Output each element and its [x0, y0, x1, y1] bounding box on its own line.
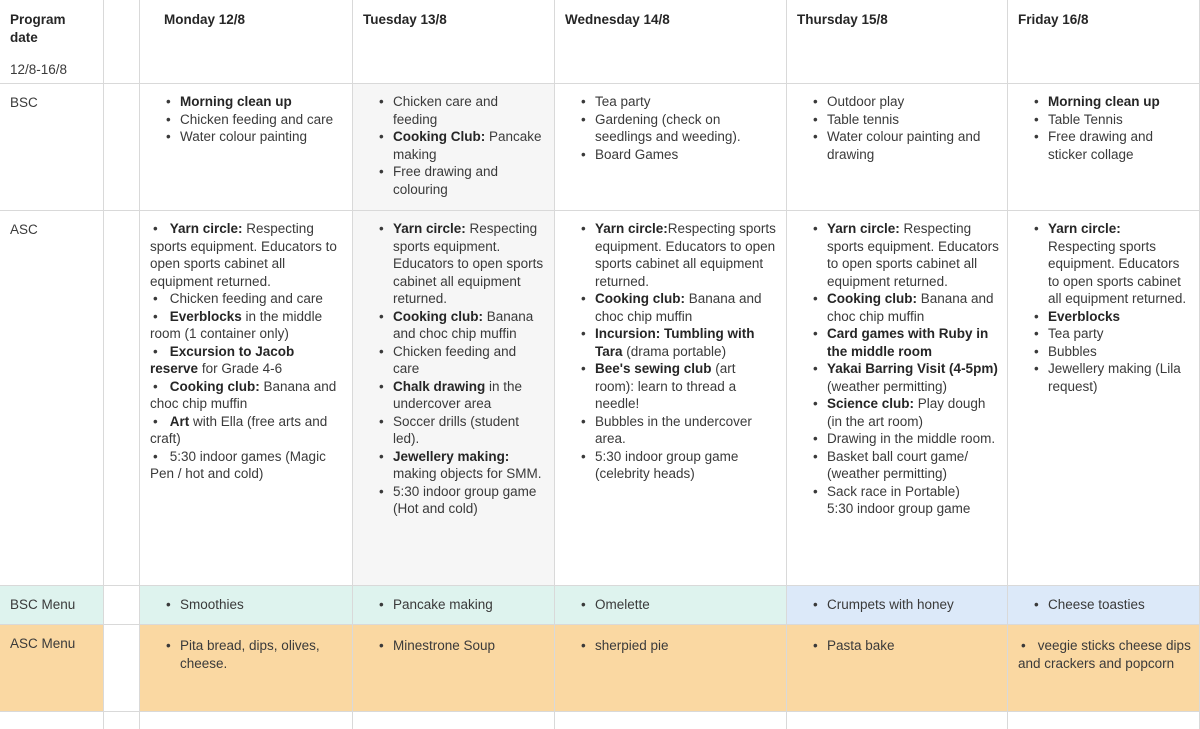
list-item	[363, 637, 546, 655]
header-cell-friday[interactable]	[1008, 0, 1200, 84]
row-label-bsc[interactable]	[0, 84, 104, 211]
list-item	[565, 290, 778, 325]
activity-text: Pasta bake	[827, 638, 895, 653]
list-item	[797, 220, 999, 290]
cell-asc-menu-friday[interactable]	[1008, 625, 1200, 712]
activity-text: Minestrone Soup	[393, 638, 496, 653]
list-item	[363, 308, 546, 343]
cell-asc-thursday[interactable]	[787, 211, 1008, 586]
activity-text: Outdoor play	[827, 94, 905, 109]
gap-cell-asc[interactable]	[104, 211, 140, 586]
header-gap-cell[interactable]	[104, 0, 140, 84]
list-item	[797, 395, 999, 430]
activity-text: Chicken feeding and care	[393, 343, 517, 376]
list-item	[565, 413, 778, 448]
list-item	[363, 220, 546, 308]
activity-text: Cheese toasties	[1048, 597, 1145, 612]
activity-text: Basket ball court game/ (weather permitting)	[827, 448, 969, 481]
list-item	[565, 325, 778, 360]
day-header-label: Thursday 15/8	[797, 12, 888, 27]
activity-text-bold: Cooking club:	[169, 378, 260, 394]
list-item	[797, 637, 999, 655]
list-item	[1018, 343, 1191, 361]
list-item	[1018, 220, 1191, 308]
list-item	[1018, 93, 1191, 111]
cell-bsc-menu-wednesday[interactable]	[555, 586, 787, 625]
row-label-bsc-menu[interactable]	[0, 586, 104, 625]
activity-text: Table tennis	[827, 111, 900, 127]
filler-cell	[353, 712, 555, 729]
day-header-label: Friday 16/8	[1018, 12, 1089, 27]
bullet-icon: •	[1021, 638, 1026, 653]
list-item	[1018, 308, 1191, 326]
list-item	[363, 413, 546, 448]
activity-text: veegie sticks cheese dips and crackers and popcorn	[1018, 638, 1191, 671]
list-item	[797, 325, 999, 360]
cell-asc-wednesday[interactable]	[555, 211, 787, 586]
list-item	[797, 111, 999, 129]
activity-text: Respecting sports equipment. Educators to open sports cabinet all equipment returned.	[1048, 238, 1187, 306]
list-item	[363, 596, 546, 614]
header-cell-wednesday[interactable]	[555, 0, 787, 84]
header-cell-thursday[interactable]	[787, 0, 1008, 84]
list-item	[1018, 128, 1191, 163]
list-item	[565, 637, 778, 655]
cell-asc-menu-thursday[interactable]	[787, 625, 1008, 712]
activity-text: Respecting sports equipment. Educators to open sports cabinet all equipment returned.	[393, 221, 544, 306]
list-item	[797, 93, 999, 111]
list-item	[797, 430, 999, 448]
list-item	[150, 448, 344, 483]
activity-text: Tea party	[595, 94, 651, 109]
row-label-text: ASC	[10, 222, 38, 237]
program-date-range: 12/8-16/8	[10, 62, 68, 77]
cell-asc-menu-wednesday[interactable]	[555, 625, 787, 712]
list-item	[150, 413, 344, 448]
list-item	[565, 146, 778, 164]
activity-text-bold: Incursion: Tumbling with Tara	[595, 326, 755, 359]
activity-text-bold: Cooking club:	[595, 291, 685, 306]
activity-text: Jewellery making (Lila request)	[1048, 361, 1181, 394]
activity-text: Chicken care and feeding	[393, 94, 499, 127]
cell-bsc-menu-friday[interactable]	[1008, 586, 1200, 625]
activity-text: Banana and choc chip muffin	[150, 378, 337, 411]
activity-text-bold: Morning clean up	[180, 94, 292, 109]
activity-text: in the middle room (1 container only)	[150, 308, 323, 341]
list-item	[1018, 596, 1191, 614]
activity-text-bold: Cooking club:	[393, 308, 483, 324]
activity-text: Respecting sports equipment. Educators to open sports cabinet all equipment returned.	[595, 221, 776, 289]
activity-text: in the undercover area	[393, 378, 523, 411]
list-item	[1018, 111, 1191, 129]
cell-bsc-menu-thursday[interactable]	[787, 586, 1008, 625]
list-item	[150, 111, 344, 129]
activity-text: (weather permitting)	[827, 378, 948, 394]
list-item	[363, 483, 546, 518]
list-item	[150, 290, 344, 308]
activity-text: Water colour painting and drawing	[827, 129, 981, 162]
activity-text: Smoothies	[180, 597, 244, 612]
activity-text: Table Tennis	[1048, 111, 1123, 127]
bullet-icon: •	[153, 378, 158, 394]
row-label-text: BSC Menu	[10, 597, 76, 612]
gap-cell-asc-menu[interactable]	[104, 625, 140, 712]
bullet-icon: •	[153, 308, 158, 324]
activity-text: 5:30 indoor group game (Hot and cold)	[393, 483, 537, 516]
activity-text: Respecting sports equipment. Educators to open sports cabinet all equipment returned.	[150, 221, 337, 289]
row-label-asc[interactable]	[0, 211, 104, 586]
activity-text: Gardening (check on seedlings and weeding).	[595, 111, 741, 144]
filler-cell	[1008, 712, 1200, 729]
activity-text: 5:30 indoor group game (celebrity heads)	[595, 448, 739, 481]
activity-text: 5:30 indoor games (Magic Pen / hot and cold)	[150, 448, 326, 481]
list-item	[363, 163, 546, 198]
list-item	[150, 308, 344, 343]
list-item	[363, 378, 546, 413]
activity-text: Chicken feeding and care	[180, 111, 334, 127]
list-item	[565, 93, 778, 111]
activity-text-bold: Art	[169, 413, 190, 429]
list-item	[797, 483, 999, 518]
filler-cell	[140, 712, 353, 729]
activity-text: Omelette	[595, 597, 650, 612]
activity-text-bold: Science club:	[827, 396, 915, 411]
activity-text: (art room): learn to thread a needle!	[595, 361, 737, 411]
activity-text-bold: Yarn circle:	[1048, 221, 1121, 236]
gap-cell-bsc[interactable]	[104, 84, 140, 211]
list-item	[150, 343, 344, 378]
activity-text: Banana and choc chip muffin	[393, 308, 534, 341]
program-date-title: Program date	[10, 12, 66, 45]
activity-text: 5:30 indoor group game	[827, 501, 971, 516]
day-header-label: Wednesday 14/8	[565, 12, 670, 27]
activity-text-bold: Yakai Barring Visit (4-5pm)	[827, 361, 998, 376]
activity-text: Water colour painting	[180, 129, 308, 144]
activity-text: Respecting sports equipment. Educators to open sports cabinet all equipment returned.	[827, 221, 999, 289]
cell-bsc-tuesday[interactable]	[353, 84, 555, 211]
activity-text: sherpied pie	[595, 638, 669, 653]
activity-text: making objects for SMM.	[393, 466, 542, 481]
cell-bsc-thursday[interactable]	[787, 84, 1008, 211]
activity-text: Free drawing and colouring	[393, 164, 499, 197]
activity-text: Pita bread, dips, olives, cheese.	[180, 638, 320, 671]
activity-text: Bubbles in the undercover area.	[595, 413, 752, 446]
list-item	[565, 360, 778, 413]
cell-asc-monday[interactable]	[140, 211, 353, 586]
cell-bsc-monday[interactable]	[140, 84, 353, 211]
activity-text: Chicken feeding and care	[169, 291, 323, 306]
list-item	[797, 596, 999, 614]
filler-cell	[787, 712, 1008, 729]
list-item	[1018, 360, 1191, 395]
list-item	[565, 596, 778, 614]
header-cell-monday[interactable]	[140, 0, 353, 84]
activity-text-bold: Yarn circle:	[827, 221, 900, 236]
activity-text-bold: Card games with Ruby in the middle room	[827, 326, 989, 359]
activity-text: Play dough (in the art room)	[827, 396, 986, 429]
list-item	[797, 128, 999, 163]
filler-cell	[104, 712, 140, 729]
row-label-text: ASC Menu	[10, 636, 76, 651]
activity-text-bold: Bee's sewing club	[595, 361, 712, 376]
activity-text: Bubbles	[1048, 343, 1097, 359]
activity-text: Banana and choc chip muffin	[827, 291, 994, 324]
activity-text: Pancake making	[393, 129, 542, 162]
list-item	[797, 360, 999, 395]
bullet-icon: •	[153, 291, 158, 306]
activity-text: Sack race in Portable)	[827, 483, 960, 499]
row-label-asc-menu[interactable]	[0, 625, 104, 712]
activity-text: for Grade 4-6	[198, 361, 283, 376]
gap-cell-bsc-menu[interactable]	[104, 586, 140, 625]
bullet-icon: •	[153, 413, 158, 429]
cell-asc-menu-monday[interactable]	[140, 625, 353, 712]
cell-bsc-friday[interactable]	[1008, 84, 1200, 211]
list-item	[150, 378, 344, 413]
activity-text: (drama portable)	[622, 343, 727, 359]
list-item	[565, 111, 778, 146]
day-header-label: Tuesday 13/8	[363, 12, 447, 27]
activity-text: Crumpets with honey	[827, 597, 954, 612]
activity-text: with Ella (free arts and craft)	[150, 413, 328, 446]
activity-text-bold: Yarn circle:	[393, 221, 466, 236]
activity-text: Board Games	[595, 146, 679, 162]
list-item	[150, 93, 344, 111]
cell-bsc-menu-tuesday[interactable]	[353, 586, 555, 625]
list-item	[565, 220, 778, 290]
activity-text-bold: Cooking club:	[827, 291, 917, 306]
activity-text: Tea party	[1048, 326, 1104, 341]
cell-bsc-menu-monday[interactable]	[140, 586, 353, 625]
activity-text-bold: Yarn circle:	[595, 221, 668, 236]
list-item	[150, 637, 344, 672]
list-item	[150, 596, 344, 614]
header-cell-tuesday[interactable]	[353, 0, 555, 84]
activity-text-bold: Morning clean up	[1048, 94, 1160, 109]
row-label-text: BSC	[10, 95, 38, 110]
list-item	[797, 290, 999, 325]
cell-bsc-wednesday[interactable]	[555, 84, 787, 211]
list-item	[797, 448, 999, 483]
cell-asc-menu-tuesday[interactable]	[353, 625, 555, 712]
list-item	[565, 448, 778, 483]
activity-text-bold: Cooking Club:	[393, 129, 486, 144]
activity-text: Banana and choc chip muffin	[595, 291, 762, 324]
list-item	[1018, 637, 1191, 672]
activity-text-bold: Chalk drawing	[393, 378, 486, 394]
activity-text-bold: Excursion to Jacob reserve	[150, 343, 295, 376]
list-item	[150, 128, 344, 146]
cell-asc-tuesday[interactable]	[353, 211, 555, 586]
activity-text: Drawing in the middle room.	[827, 431, 996, 446]
activity-text-bold: Yarn circle:	[169, 221, 243, 236]
filler-cell	[0, 712, 104, 729]
activity-text-bold: Jewellery making:	[393, 448, 510, 464]
activity-text: Soccer drills (student led).	[393, 413, 520, 446]
activity-text-bold: Everblocks	[169, 308, 242, 324]
list-item	[150, 220, 344, 290]
activity-text: Pancake making	[393, 597, 493, 612]
bullet-icon: •	[153, 343, 158, 359]
list-item	[363, 128, 546, 163]
list-item	[363, 93, 546, 128]
bullet-icon: •	[153, 448, 158, 464]
cell-asc-friday[interactable]	[1008, 211, 1200, 586]
filler-cell	[555, 712, 787, 729]
day-header-label: Monday 12/8	[164, 12, 246, 27]
activity-text-bold: Everblocks	[1048, 308, 1121, 324]
corner-header-cell[interactable]	[0, 0, 104, 84]
bullet-icon: •	[153, 221, 158, 236]
list-item	[363, 448, 546, 483]
activity-text: Free drawing and sticker collage	[1048, 129, 1154, 162]
list-item	[1018, 325, 1191, 343]
list-item	[363, 343, 546, 378]
